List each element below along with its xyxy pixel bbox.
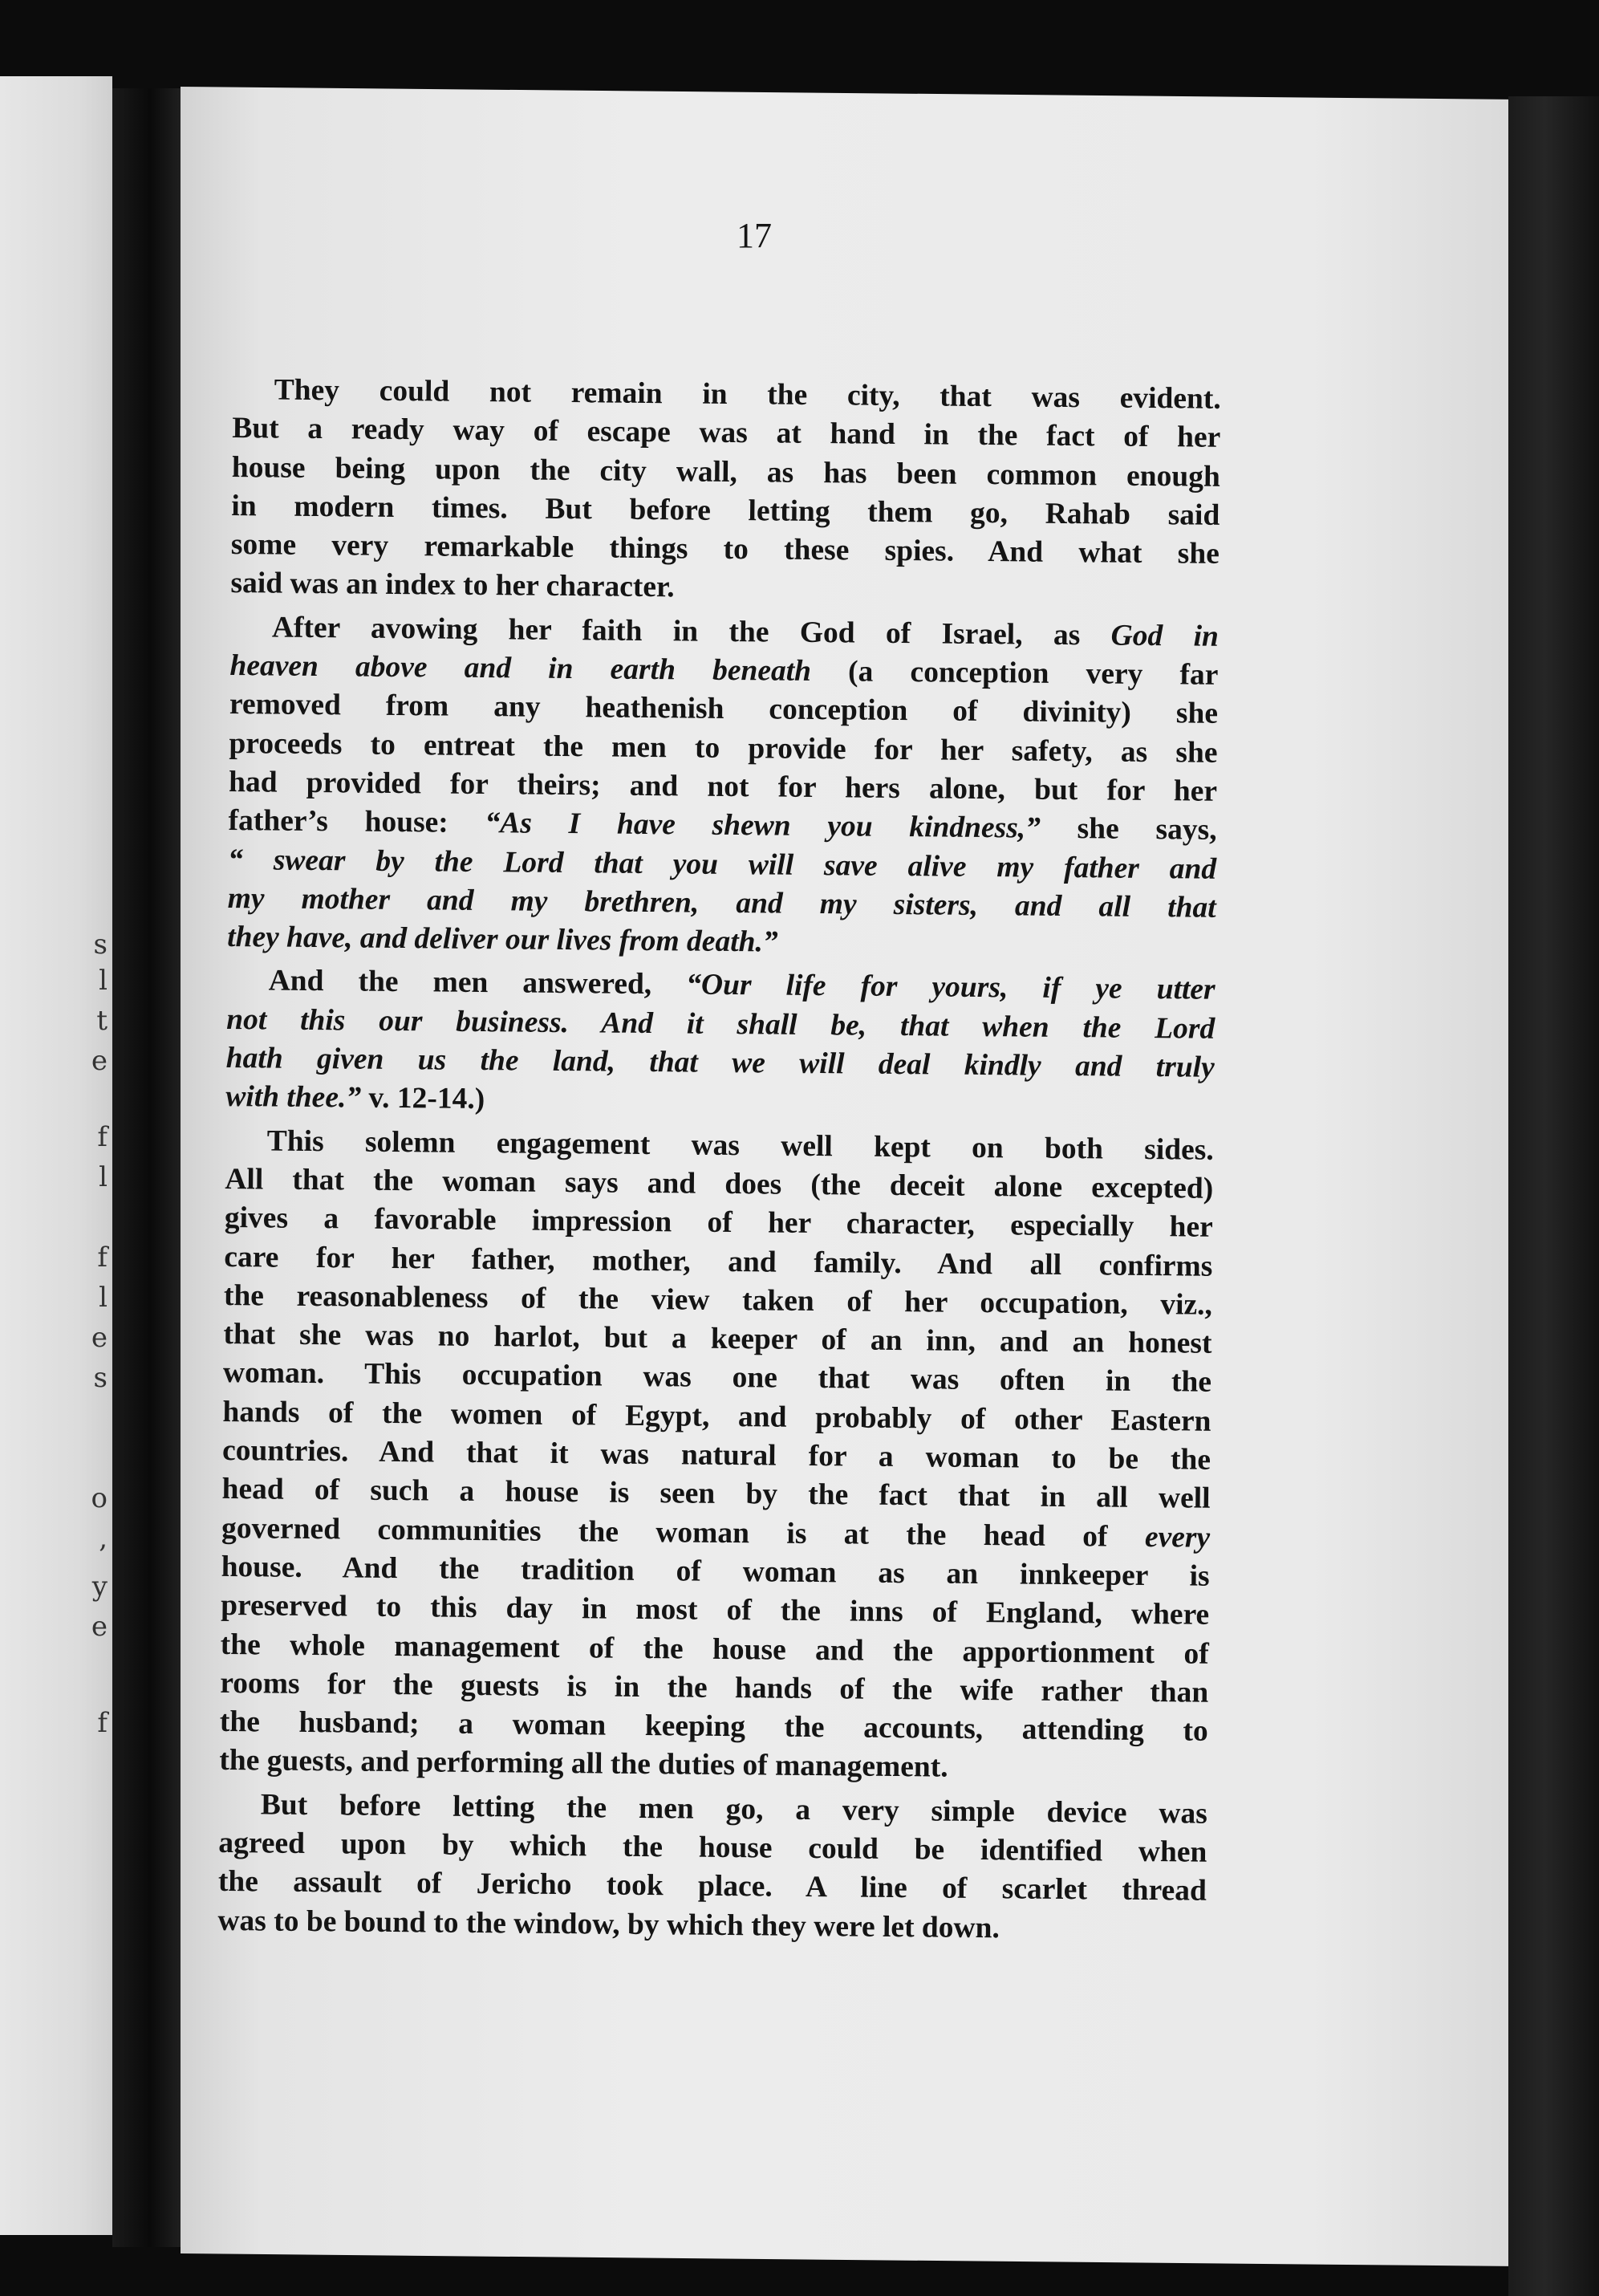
text-run: that she was no harlot, but a keeper of an inn, and an honest: [223, 1318, 1212, 1360]
italic-text: “As I have shewn you kindness,”: [485, 807, 1041, 845]
page-number: 17: [737, 216, 772, 255]
text-run: governed communities the woman is at the head of: [221, 1511, 1146, 1554]
text-run: in modern times. But before letting them go, Rahab said: [231, 489, 1220, 532]
previous-page-fragment: s: [93, 929, 108, 961]
text-run: But a ready way of escape was at hand in the fact of her: [232, 412, 1221, 455]
book-right-edge: [1508, 96, 1599, 2296]
text-run: This solemn engagement was well kept on both sides.: [266, 1124, 1214, 1167]
text-run: had provided for theirs; and not for hers alone, but for her: [228, 765, 1218, 808]
italic-text: heaven above and in earth beneath: [229, 649, 812, 689]
text-run: the guests, and performing all the duties of management.: [219, 1744, 948, 1785]
text-run: head of such a house is seen by the fact that in all well: [221, 1473, 1211, 1516]
previous-page-fragment: s: [93, 1362, 108, 1394]
italic-text: “Our life for yours, if ye utter: [686, 968, 1215, 1007]
text-run: rooms for the guests is in the hands of the wife rather than: [220, 1666, 1209, 1709]
text-run: But before letting the men go, a very simple device was: [260, 1788, 1207, 1831]
previous-page-fragment: o: [91, 1482, 108, 1514]
previous-page-fragment: l: [99, 1282, 108, 1314]
text-run: care for her father, mother, and family. And all confirms: [224, 1240, 1213, 1283]
previous-page-fragment: e: [91, 1611, 108, 1643]
previous-page-fragment: e: [91, 1322, 108, 1354]
text-run: proceeds to entreat the men to provide for her safety, as she: [229, 726, 1218, 770]
text-run: said was an index to her character.: [230, 567, 675, 604]
previous-page-fragment: f: [97, 1241, 108, 1274]
previous-page-fragment: t: [96, 1005, 108, 1037]
text-run: she says,: [1040, 811, 1217, 847]
italic-text: my mother and my brethren, and my sisters, and all that: [227, 881, 1216, 924]
text-run: agreed upon by which the house could be identified when: [218, 1826, 1207, 1869]
text-run: was to be bound to the window, by which they were let down.: [217, 1904, 1000, 1944]
previous-page-fragment: f: [97, 1121, 108, 1153]
paragraph: [230, 371, 1221, 613]
text-run: house. And the tradition of woman as an innkeeper is: [221, 1550, 1210, 1593]
paragraph: [217, 1786, 1207, 1950]
previous-page-fragment: e: [91, 1045, 108, 1077]
italic-text: every: [1144, 1520, 1211, 1554]
italic-text: “ swear by the Lord that you will save alive my father and: [227, 843, 1217, 886]
text-run: They could not remain in the city, that was evident.: [274, 373, 1221, 416]
text-run: preserved to this day in most of the inns of England, where: [221, 1589, 1210, 1632]
text-run: father’s house:: [228, 804, 485, 840]
italic-text: God in: [1110, 619, 1220, 653]
previous-page-edge: [0, 76, 112, 2235]
previous-page-fragment: l: [99, 1161, 108, 1193]
previous-page-fragment: ,: [99, 1522, 108, 1554]
text-run: v. 12-14.): [360, 1081, 485, 1116]
italic-text: hath given us the land, that we will deal kindly and truly: [225, 1042, 1215, 1084]
paragraph: [225, 961, 1215, 1126]
text-run: the whole management of the house and the apportionment of: [220, 1628, 1209, 1671]
text-run: house being upon the city wall, as has been common enough: [231, 450, 1220, 494]
italic-text: they have, and deliver our lives from death.”: [227, 920, 778, 959]
text-run: removed from any heathenish conception of divinity) she: [229, 688, 1219, 731]
page-body-text: [217, 371, 1221, 1950]
text-run: woman. This occupation was one that was often in the: [222, 1356, 1212, 1400]
text-run: some very remarkable things to these spies. And what she: [230, 528, 1220, 571]
text-run: the husband; a woman keeping the accounts, attending to: [219, 1705, 1208, 1748]
previous-page-fragment: l: [99, 965, 108, 997]
text-run: countries. And that it was natural for a woman to be the: [221, 1433, 1211, 1477]
previous-page-fragment: f: [97, 1707, 108, 1739]
previous-page-fragment: y: [91, 1571, 108, 1603]
text-run: And the men answered,: [268, 964, 687, 1002]
italic-text: not this our business. And it shall be, that when the Lord: [226, 1002, 1215, 1046]
text-run: All that the woman says and does (the deceit alone excepted): [225, 1162, 1214, 1205]
text-run: gives a favorable impression of her character, especially her: [224, 1201, 1214, 1245]
text-run: After avowing her faith in the God of Israel, as: [271, 611, 1111, 652]
text-run: the reasonableness of the view taken of her occupation, viz.,: [223, 1278, 1213, 1322]
text-run: the assault of Jericho took place. A line of scarlet thread: [217, 1865, 1207, 1908]
text-run: hands of the women of Egypt, and probably of other Eastern: [222, 1395, 1211, 1438]
paragraph: [219, 1122, 1214, 1790]
italic-text: with thee.”: [225, 1080, 362, 1115]
text-run: (a conception very far: [810, 655, 1219, 692]
paragraph: [227, 608, 1219, 966]
